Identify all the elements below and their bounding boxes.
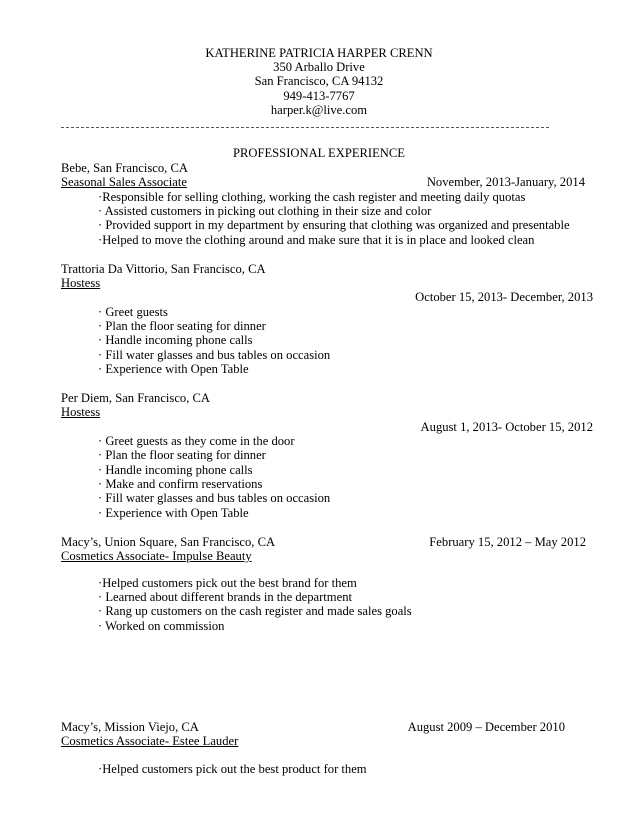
job-bullet: · Greet guests as they come in the door [98,434,295,448]
job-bullet: · Plan the floor seating for dinner [98,319,266,333]
address-line-1: 350 Arballo Drive [273,60,365,74]
phone-number: 949-413-7767 [283,89,355,103]
job-bullet: · Experience with Open Table [98,362,249,376]
job-dates: August 1, 2013- October 15, 2012 [420,420,593,434]
email-address: harper.k@live.com [270,103,368,117]
job-bullet: · Greet guests [98,305,168,319]
job-bullet: · Provided support in my department by ensuring that clothing was organized and presentable [98,218,570,232]
job-company: Bebe, San Francisco, CA [61,161,188,175]
job-bullet: ·Helped customers pick out the best product for them [98,762,367,776]
job-company: Per Diem, San Francisco, CA [61,391,211,405]
job-dates: February 15, 2012 – May 2012 [429,535,586,549]
job-title: Hostess [61,405,101,419]
job-bullet: · Plan the floor seating for dinner [98,448,266,462]
job-dates: August 2009 – December 2010 [407,720,565,734]
job-bullet: ·Responsible for selling clothing, working the cash register and meeting daily quotas [98,190,526,204]
job-dates: October 15, 2013- December, 2013 [415,290,593,304]
job-company: Macy’s, Mission Viejo, CA [61,720,199,734]
job-bullet: ·Helped to move the clothing around and make sure that it is in place and looked clean [98,233,535,247]
job-bullet: · Experience with Open Table [98,506,249,520]
job-title: Cosmetics Associate- Impulse Beauty [61,549,252,563]
job-bullet: · Rang up customers on the cash register and made sales goals [98,604,412,618]
header-divider [61,127,549,128]
job-bullet: · Make and confirm reservations [98,477,263,491]
job-bullet: · Worked on commission [98,619,225,633]
job-bullet: · Fill water glasses and bus tables on occasion [98,491,331,505]
address-line-2: San Francisco, CA 94132 [254,74,384,88]
job-bullet: · Handle incoming phone calls [98,333,253,347]
job-bullet: · Learned about different brands in the department [98,590,352,604]
job-title: Cosmetics Associate- Estee Lauder [61,734,239,748]
section-title: PROFESSIONAL EXPERIENCE [232,146,405,160]
job-bullet: · Assisted customers in picking out clothing in their size and color [98,204,432,218]
job-dates: November, 2013-January, 2014 [426,175,585,189]
job-title: Seasonal Sales Associate [61,175,187,189]
job-title: Hostess [61,276,101,290]
job-company: Trattoria Da Vittorio, San Francisco, CA [61,262,266,276]
job-bullet: · Fill water glasses and bus tables on occasion [98,348,331,362]
job-bullet: ·Helped customers pick out the best brand for them [98,576,357,590]
candidate-name: KATHERINE PATRICIA HARPER CRENN [205,46,433,60]
job-company: Macy’s, Union Square, San Francisco, CA [61,535,276,549]
job-bullet: · Handle incoming phone calls [98,463,253,477]
